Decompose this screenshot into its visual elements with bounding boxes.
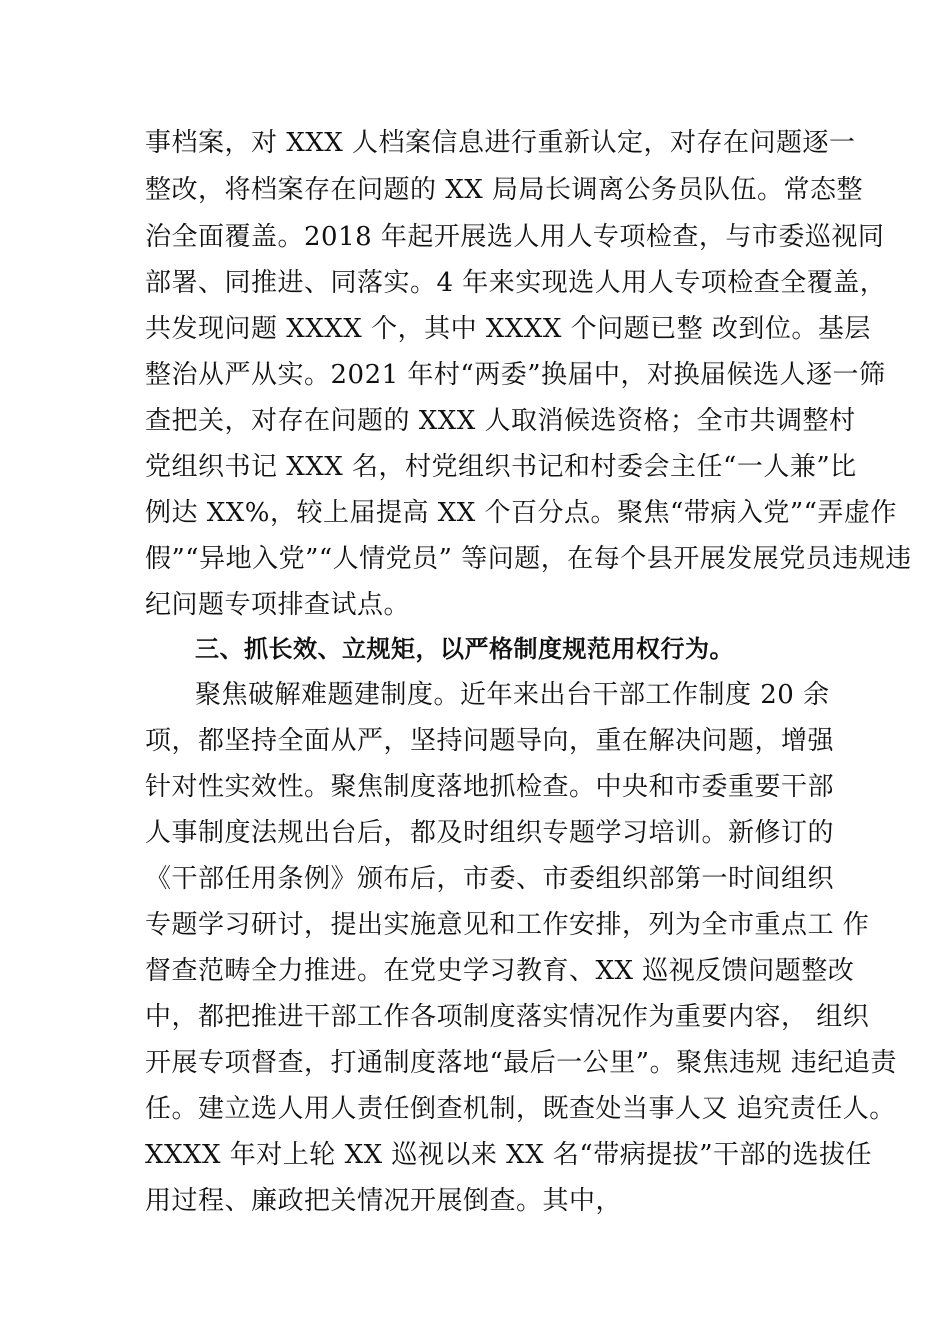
text-line: 治全面覆盖。2018 年起开展选人用人专项检查，与市委巡视同	[145, 222, 885, 252]
text-line: 任。建立选人用人责任倒查机制，既查处当事人又 追究责任人。	[145, 1094, 896, 1124]
text-line: 事档案，对 XXX 人档案信息进行重新认定，对存在问题逐一	[145, 128, 856, 158]
text-line: 部署、同推进、同落实。4 年来实现选人用人专项检查全覆盖，	[145, 268, 887, 298]
text-line: 中，都把推进干部工作各项制度落实情况作为重要内容， 组织	[145, 1002, 870, 1032]
text-line: 开展专项督查，打通制度落地“最后一公里”。聚焦违规 违纪追责	[145, 1048, 897, 1078]
text-line: 聚焦破解难题建制度。近年来出台干部工作制度 20 余	[195, 680, 830, 710]
text-line: XXXX 年对上轮 XX 巡视以来 XX 名“带病提拔”干部的选拔任	[145, 1140, 872, 1170]
text-line: 《干部任用条例》颁布后，市委、市委组织部第一时间组织	[145, 864, 835, 894]
text-line: 针对性实效性。聚焦制度落地抓检查。中央和市委重要干部	[145, 772, 835, 802]
text-line: 整治从严从实。2021 年村“两委”换届中，对换届候选人逐一筛	[145, 360, 886, 390]
text-line: 例达 XX%，较上届提高 XX 个百分点。聚焦“带病入党”“弄虚作	[145, 498, 897, 528]
text-line: 党组织书记 XXX 名，村党组织书记和村委会主任“一人兼”比	[145, 452, 857, 482]
text-line: 专题学习研讨，提出实施意见和工作安排，列为全市重点工 作	[145, 910, 870, 940]
text-line: 整改，将档案存在问题的 XX 局局长调离公务员队伍。常态整	[145, 175, 864, 205]
text-line: 督查范畴全力推进。在党史学习教育、XX 巡视反馈问题整改	[145, 956, 855, 986]
text-line: 纪问题专项排查试点。	[145, 590, 411, 620]
text-line: 人事制度法规出台后，都及时组织专题学习培训。新修订的	[145, 818, 835, 848]
text-line: 项，都坚持全面从严，坚持问题导向，重在解决问题，增强	[145, 726, 835, 756]
text-line: 用过程、廉政把关情况开展倒查。其中，	[145, 1186, 623, 1216]
text-line: 假”“异地入党”“人情党员” 等问题，在每个县开展发展党员违规违	[145, 544, 912, 574]
text-line: 查把关，对存在问题的 XXX 人取消候选资格；全市共调整村	[145, 406, 856, 436]
section-heading: 三、抓长效、立规矩，以严格制度规范用权行为。	[195, 635, 734, 663]
text-line: 共发现问题 XXXX 个，其中 XXXX 个问题已整 改到位。基层	[145, 314, 871, 344]
